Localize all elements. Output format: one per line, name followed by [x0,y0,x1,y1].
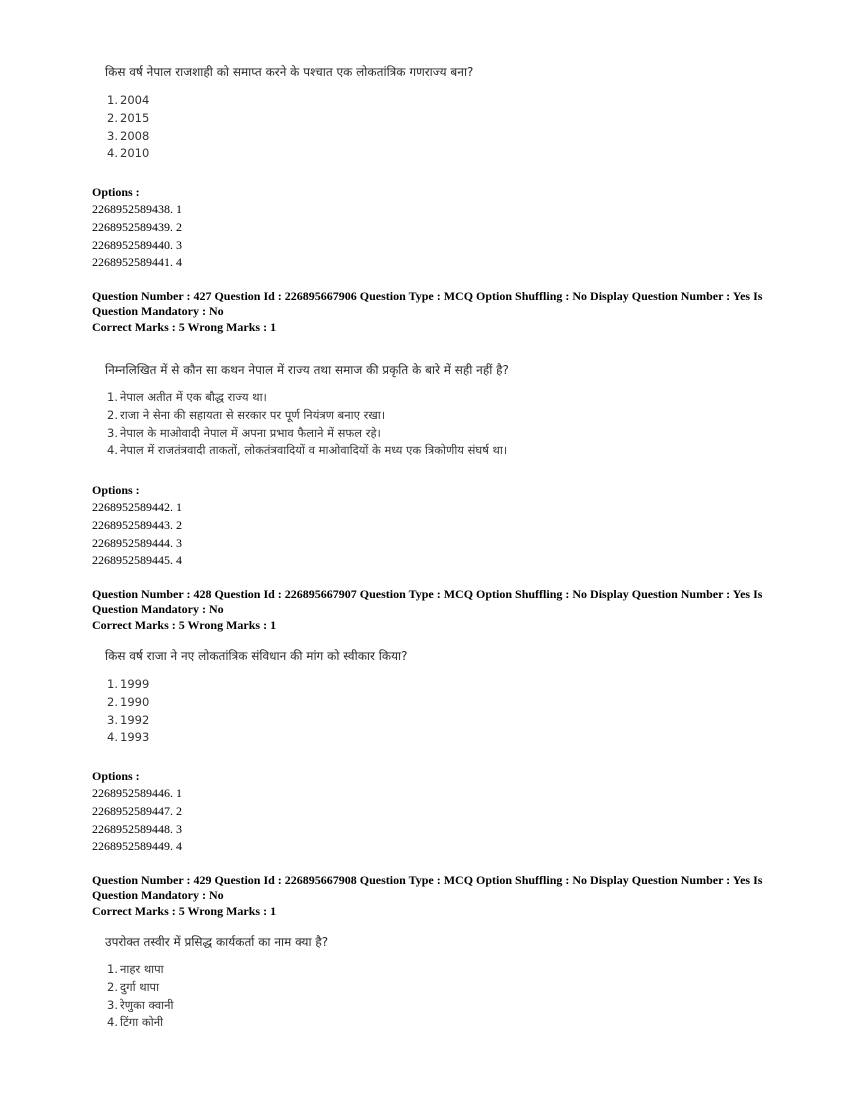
choice-label: टिंगा कोनी [120,1015,164,1030]
option-id: 2268952589448. 3 [92,821,182,836]
choice-list [107,676,149,747]
options-heading: Options : [92,185,140,199]
options-block [92,481,182,570]
choice-item: 4. 2010 [107,146,150,161]
choice-label: 1992 [120,712,150,727]
option-id: 2268952589447. 2 [92,803,182,818]
choice-label: 2004 [120,93,150,107]
choice-label: 2010 [120,146,150,161]
question-meta-text: Question Number : 427 Question Id : 226895667906 Question Type : MCQ Option Shuffling : No Display Question Number : Yes Is Question Mandatory : No [92,289,763,318]
choice-list [107,961,174,1032]
option-id: 2268952589439. 2 [92,219,182,234]
marks-text: Correct Marks : 5 Wrong Marks : 1 [92,904,277,918]
choice-item: 3. 2008 [107,128,150,143]
choice-item: 3. 1992 [107,712,150,727]
choice-item: 4. नेपाल में राजतंत्रवादी ताकतों, लोकतंत्रवादियों व माओवादियों के मध्य एक त्रिकोणीय संघर्ष था। [107,443,508,458]
question-text: उपरोक्त तस्वीर में प्रसिद्ध कार्यकर्ता का नाम क्या है? [105,935,329,949]
choice-label: रेणुका क्वानी [120,997,174,1012]
question-meta [92,587,772,633]
option-id: 2268952589442. 1 [92,500,182,514]
choice-label: दुर्गा थापा [120,979,160,994]
question-text: निम्नलिखित में से कौन सा कथन नेपाल में राज्य तथा समाज की प्रकृति के बारे में सही नहीं है? [105,363,509,377]
choice-item: 1. 2004 [107,93,150,107]
question-meta-text: Question Number : 428 Question Id : 226895667907 Question Type : MCQ Option Shuffling : No Display Question Number : Yes Is Question Mandatory : No [92,587,763,616]
option-id: 2268952589438. 1 [92,202,182,216]
question-text: किस वर्ष राजा ने नए लोकतांत्रिक संविधान की मांग को स्वीकार किया? [105,649,408,663]
choice-label: 2008 [120,128,150,143]
choice-item: 2. दुर्गा थापा [107,979,160,994]
choice-label: नेपाल में राजतंत्रवादी ताकतों, लोकतंत्रवादियों व माओवादियों के मध्य एक त्रिकोणीय संघर्ष था। [120,443,508,458]
option-id: 2268952589444. 3 [92,535,182,550]
choice-label: नेपाल अतीत में एक बौद्ध राज्य था। [120,390,267,404]
choice-label: राजा ने सेना की सहायता से सरकार पर पूर्ण नियंत्रण बनाए रखा। [120,407,386,422]
choice-label: नाहर थापा [120,962,164,976]
options-block [92,767,182,856]
choice-item: 3. नेपाल के माओवादी नेपाल में अपना प्रभाव फैलाने में सफल रहे। [107,425,381,440]
option-id: 2268952589446. 1 [92,786,182,800]
option-id: 2268952589441. 4 [92,255,182,270]
option-id: 2268952589445. 4 [92,553,182,568]
options-heading: Options : [92,483,140,497]
question-meta-text: Question Number : 429 Question Id : 226895667908 Question Type : MCQ Option Shuffling : No Display Question Number : Yes Is Question Mandatory : No [92,873,763,902]
choice-label: 1990 [120,694,150,709]
question-meta [92,289,772,335]
choice-item: 2. 2015 [107,110,150,125]
choice-item: 2. 1990 [107,694,150,709]
marks-text: Correct Marks : 5 Wrong Marks : 1 [92,320,277,334]
choice-label: 2015 [120,110,150,125]
marks-text: Correct Marks : 5 Wrong Marks : 1 [92,618,277,632]
choice-item: 1. 1999 [107,677,150,691]
choice-label: 1993 [120,730,150,745]
choice-label: 1999 [120,677,150,691]
question-text: किस वर्ष नेपाल राजशाही को समाप्त करने के पश्चात एक लोकतांत्रिक गणराज्य बना? [105,65,474,79]
choice-label: नेपाल के माओवादी नेपाल में अपना प्रभाव फैलाने में सफल रहे। [120,425,381,440]
option-id: 2268952589449. 4 [92,839,182,854]
choice-item: 1. नेपाल अतीत में एक बौद्ध राज्य था। [107,390,267,404]
choice-list [107,389,507,460]
options-heading: Options : [92,769,140,783]
choice-item: 1. नाहर थापा [107,962,164,976]
choice-item: 4. टिंगा कोनी [107,1015,164,1030]
option-id: 2268952589443. 2 [92,517,182,532]
options-block [92,183,182,272]
choice-item: 2. राजा ने सेना की सहायता से सरकार पर पूर्ण नियंत्रण बनाए रखा। [107,407,386,422]
option-id: 2268952589440. 3 [92,237,182,252]
choice-list [107,92,149,163]
question-meta [92,873,772,919]
choice-item: 4. 1993 [107,730,150,745]
choice-item: 3. रेणुका क्वानी [107,997,174,1012]
